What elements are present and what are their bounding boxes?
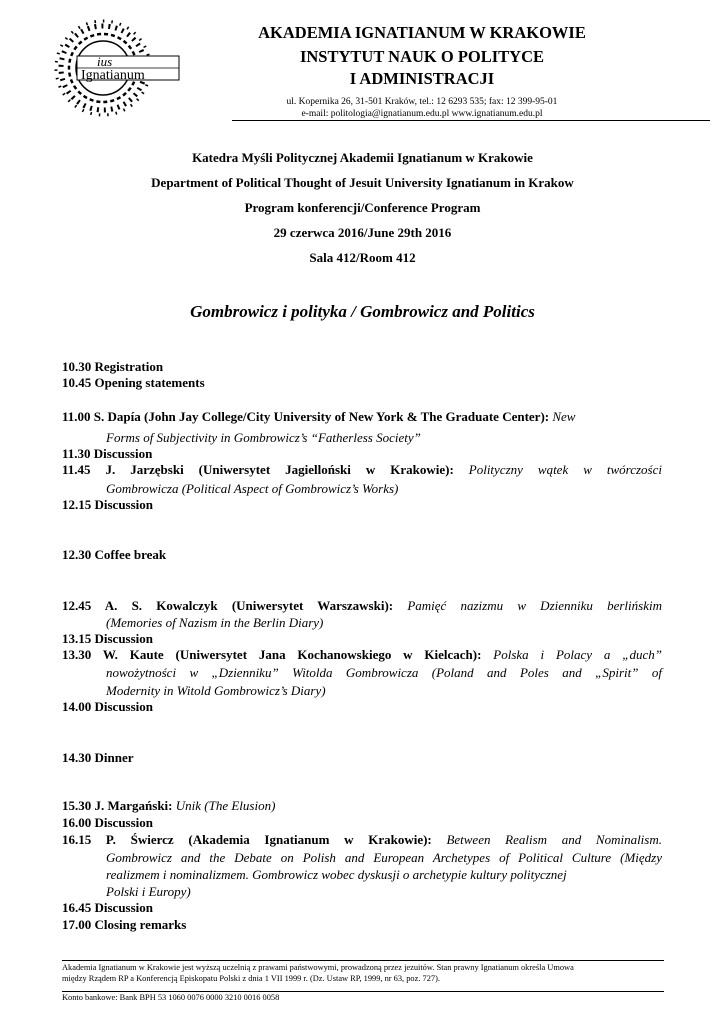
header-title-1: AKADEMIA IGNATIANUM W KRAKOWIE — [258, 23, 586, 42]
intro-chair: Katedra Myśli Politycznej Akademii Ignatianum w Krakowie — [192, 150, 533, 165]
jarzebski-title: Polityczny wątek w twórczości — [468, 462, 662, 477]
item-dinner: 14.30 Dinner — [62, 750, 134, 765]
swiercz-speaker: 16.15 P. Świercz (Akademia Ignatianum w Krakowie): — [62, 832, 432, 847]
item-discussion-4: 14.00 Discussion — [62, 699, 154, 714]
conference-title: Gombrowicz i polityka / Gombrowicz and Politics — [190, 302, 535, 321]
swiercz-title-cont-3: Polski i Europy) — [106, 884, 191, 899]
item-discussion-1: 11.30 Discussion — [62, 446, 153, 461]
header-title-3: I ADMINISTRACJI — [349, 69, 495, 88]
header-title-2: INSTYTUT NAUK O POLITYCE — [299, 47, 545, 66]
kowalczyk-title-cont: (Memories of Nazism in the Berlin Diary) — [106, 615, 324, 630]
jarzebski-title-cont: Gombrowicza (Political Aspect of Gombrowicz’s Works) — [106, 481, 399, 496]
item-discussion-6: 16.45 Discussion — [62, 900, 154, 915]
swiercz-title-cont-2: realizmem i nominalizmem. Gombrowicz wobec dyskusji o archetypie kultury politycznej — [106, 867, 567, 882]
intro-program: Program konferencji/Conference Program — [244, 200, 481, 215]
kowalczyk-title: Pamięć nazizmu w Dzienniku berlińskim — [407, 598, 662, 613]
item-closing-remarks: 17.00 Closing remarks — [62, 917, 187, 932]
marganski-title: Unik (The Elusion) — [175, 798, 276, 813]
kaute-title: Polska i Polacy a „duch” — [493, 647, 662, 662]
item-kowalczyk — [62, 598, 662, 614]
footer-divider-2 — [62, 991, 664, 992]
footer-legal-1: Akademia Ignatianum w Krakowie jest wyższą uczelnią z prawami państwowymi, prowadzoną przez jezuitów. Stan prawny Ignatianum określa Umowa — [62, 963, 574, 972]
kowalczyk-speaker: 12.45 A. S. Kowalczyk (Uniwersytet Warszawski): — [62, 598, 394, 613]
dapia-speaker: 11.00 S. Dapía (John Jay College/City University of New York & The Graduate Center): — [62, 409, 550, 424]
footer-divider — [62, 960, 664, 961]
ignatianum-logo — [45, 16, 180, 120]
jarzebski-speaker: 11.45 J. Jarzębski (Uniwersytet Jagielloński w Krakowie): — [62, 462, 454, 477]
header-divider — [232, 120, 710, 121]
intro-department: Department of Political Thought of Jesuit University Ignatianum in Krakow — [151, 175, 574, 190]
kaute-title-cont-2: Modernity in Witold Gombrowicz’s Diary) — [106, 683, 326, 698]
item-discussion-2: 12.15 Discussion — [62, 497, 154, 512]
item-dapia — [62, 409, 662, 425]
item-jarzebski — [62, 462, 662, 478]
intro-room: Sala 412/Room 412 — [309, 250, 416, 265]
item-discussion-3: 13.15 Discussion — [62, 631, 154, 646]
dapia-title: New — [552, 409, 576, 424]
intro-date: 29 czerwca 2016/June 29th 2016 — [273, 225, 452, 240]
kaute-title-cont-1: nowożytności w „Dzienniku” Witolda Gombrowicza (Poland and Poles and „Spirit” of — [106, 665, 662, 680]
logo-ignatianum: Ignatianum — [81, 68, 145, 83]
item-swiercz — [62, 832, 662, 848]
swiercz-title-cont-1: Gombrowicz and the Debate on Polish and European Archetypes of Political Culture (Między — [106, 850, 662, 865]
swiercz-title: Between Realism and Nominalism. — [446, 832, 662, 847]
kaute-speaker: 13.30 W. Kaute (Uniwersytet Jana Kochanowskiego w Kielcach): — [62, 647, 482, 662]
header-email: e-mail: politologia@ignatianum.edu.pl www.ignatianum.edu.pl — [301, 109, 543, 119]
item-registration: 10.30 Registration — [62, 359, 164, 374]
item-coffee-break: 12.30 Coffee break — [62, 547, 167, 562]
footer-legal-2: między Rządem RP a Konferencją Episkopatu Polski z dnia 1 VII 1999 r. (Dz. Ustaw RP, 1999, nr 63, poz. 727). — [62, 974, 440, 983]
item-discussion-5: 16.00 Discussion — [62, 815, 154, 830]
dapia-title-cont: Forms of Subjectivity in Gombrowicz’s “Fatherless Society” — [106, 430, 421, 445]
marganski-speaker: 15.30 J. Margański: — [62, 798, 173, 813]
item-kaute — [62, 647, 662, 663]
header-address: ul. Kopernika 26, 31-501 Kraków, tel.: 12 6293 535; fax: 12 399-95-01 — [286, 97, 558, 107]
item-opening: 10.45 Opening statements — [62, 375, 205, 390]
item-marganski — [62, 798, 662, 814]
footer-bank: Konto bankowe: Bank BPH 53 1060 0076 0000 3210 0016 0058 — [62, 993, 280, 1002]
logo-ius: ius — [97, 54, 113, 69]
